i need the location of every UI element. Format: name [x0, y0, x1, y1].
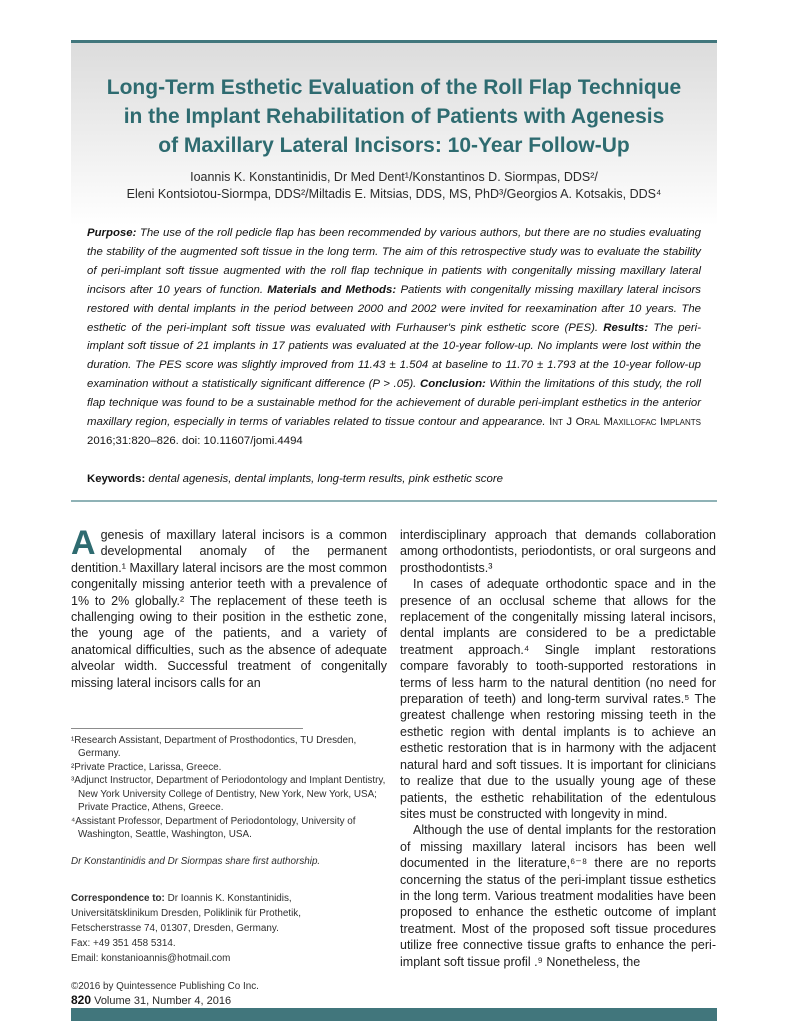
- keywords-line: [87, 471, 701, 488]
- correspondence-fax: Fax: +49 351 458 5314.: [71, 937, 176, 949]
- abstract-purpose-text: The use of the roll pedicle flap has been recommended by various authors, but there are no studies evaluating the stability of the augmented soft tissue in the long term. The aim of this retrospective study was to evaluate the stability of peri-implant soft tissue augmented with the roll flap technique in patients with congenitally missing maxillary lateral incisors after 10 years of function.: [87, 227, 701, 296]
- shared-authorship-note: Dr Konstantinidis and Dr Siormpas share first authorship.: [71, 856, 321, 868]
- abstract-results-text: The peri-implant soft tissue of 21 implants in 17 patients was evaluated at the 10-year follow-up. No implants were lost within the duration. The PES score was slightly improved from 11.43 ± 1.504 at baseline to 11.70 ± 1.793 at the 10-year follow-up examination without a statistically significant difference (P > .05).: [87, 321, 701, 391]
- correspondence-line-3: Fetscherstrasse 74, 01307, Dresden, Germany.: [71, 922, 279, 934]
- body-paragraph-2: In cases of adequate orthodontic space and in the presence of an occlusal scheme that allows for the replacement of the congenitally missing lateral incisors, dental implants are considered to be a predictable treatment approach.⁴ Single implant restorations compare favorably to tooth-supported restorations in terms of less harm to the natural dentition (no need for preparation of teeth) and long-term survival rates.⁵ The greatest challenge when restoring missing teeth in the esthetic region with dental implants is to achieve an esthetic restoration that is in harmony with the adjacent natural hard and soft tissues. It is important for clinicians to realize that due to the usually young age of these patients, the esthetic rehabilitation of the edentulous sites must be constructed with longevity in mind.: [400, 577, 716, 821]
- footnote-4: ⁴Assistant Professor, Department of Periodontology, University of Washington, Seattle, Washington, USA.: [71, 815, 356, 840]
- abstract-paragraph: [87, 224, 701, 451]
- correspondence-label: Correspondence to:: [71, 892, 168, 904]
- title-line-1: Long-Term Esthetic Evaluation of the Roll Flap Technique: [106, 76, 682, 99]
- abstract-results-label: Results:: [603, 321, 654, 334]
- footnote-2: ²Private Practice, Larissa, Greece.: [71, 761, 222, 773]
- citation-doi-text: 2016;31:820–826. doi: 10.11607/jomi.4494: [87, 434, 303, 447]
- author-line-1: Ioannis K. Konstantinidis, Dr Med Dent¹/Konstantinos D. Siormpas, DDS²/: [190, 170, 598, 184]
- left-column: [71, 524, 387, 995]
- correspondence-email: Email: konstanioannis@hotmail.com: [71, 952, 231, 964]
- abstract-methods-label: Materials and Methods:: [267, 283, 401, 296]
- title-line-3: of Maxillary Lateral Incisors: 10-Year Follow-Up: [158, 134, 630, 157]
- journal-name-smallcaps: Int J Oral Maxillofac Implants: [549, 416, 702, 429]
- page-footer: [71, 993, 231, 1007]
- footnote-3: ³Adjunct Instructor, Department of Periodontology and Implant Dentistry, New York University College of Dentistry, New York, New York, USA; Private Practice, Athens, Greece.: [71, 775, 386, 814]
- correspondence-name: Dr Ioannis K. Konstantinidis,: [167, 892, 292, 904]
- keywords-label: Keywords:: [87, 472, 149, 485]
- correspondence-block: [71, 891, 387, 966]
- correspondence-line-1: [71, 891, 387, 906]
- abstract-conclusion-label: Conclusion:: [420, 378, 490, 391]
- title-line-2: in the Implant Rehabilitation of Patients with Agenesis: [123, 105, 665, 128]
- body-paragraph-1: interdisciplinary approach that demands collaboration among orthodontists, periodontists, or oral surgeons and prosthodontists.³: [400, 528, 716, 575]
- abstract-conclusion-text: Within the limitations of this study, the roll flap technique was found to be a sustainable method for the achievement of durable peri-implant esthetics in the anterior maxillary region, especially in terms of variables related to tissue contour and appearance.: [87, 378, 701, 429]
- author-line-2: Eleni Kontsiotou-Siormpa, DDS²/Miltadis E. Mitsias, DDS, MS, PhD³/Georgios A. Kotsakis, DDS⁴: [126, 187, 662, 201]
- intro-paragraph: [71, 524, 387, 691]
- footnote-1: ¹Research Assistant, Department of Prosthodontics, TU Dresden, Germany.: [71, 735, 357, 760]
- right-column: [400, 527, 716, 995]
- intro-paragraph-text: genesis of maxillary lateral incisors is a common developmental anomaly of the permanent dentition.¹ Maxillary lateral incisors are the most common congenitally missing anterior teeth with a prevalence of 1% to 2% globally.² The replacement of these teeth is challenging owing to their position in the esthetic zone, the young age of the patients, and a variety of anatomical difficulties, such as the absence of adequate alveolar width. Successful treatment of congenitally missing lateral incisors calls for an: [71, 528, 387, 690]
- footnote-divider-rule: [71, 728, 303, 729]
- keywords-text: dental agenesis, dental implants, long-term results, pink esthetic score: [148, 472, 503, 485]
- issue-info: Volume 31, Number 4, 2016: [91, 995, 232, 1007]
- body-two-columns: [71, 524, 717, 995]
- abstract-purpose-label: Purpose:: [87, 227, 140, 239]
- page-number: 820: [71, 993, 92, 1007]
- affiliation-footnotes: [71, 734, 387, 841]
- correspondence-line-2: Universitätsklinikum Dresden, Poliklinik für Prothetik,: [71, 907, 301, 919]
- abstract-methods-text: Patients with congenitally missing maxillary lateral incisors restored with dental implants in the period between 2000 and 2002 were invited for reexamination after 10 years. The esthetic of the peri-implant soft tissue was evaluated with Furhauser's pink esthetic score (PES).: [87, 283, 701, 334]
- article-header: [71, 43, 717, 502]
- footer-teal-bar: [71, 1008, 717, 1021]
- dropcap-letter: A: [71, 524, 96, 562]
- copyright-line: ©2016 by Quintessence Publishing Co Inc.: [71, 980, 259, 992]
- body-paragraph-3: Although the use of dental implants for the restoration of missing maxillary lateral incisors has been well documented in the literature,⁶⁻⁸ there are no reports concerning the status of the peri-implant tissue esthetics in the long term. Various treatment modalities have been proposed to enhance the esthetic outcome of implant treatment. Most of the proposed soft tissue procedures utilize free connective tissue grafts to enhance the peri-implant soft tissue profil .⁹ Nonetheless, the: [400, 823, 716, 969]
- author-byline: [71, 169, 717, 203]
- article-title: [71, 73, 717, 160]
